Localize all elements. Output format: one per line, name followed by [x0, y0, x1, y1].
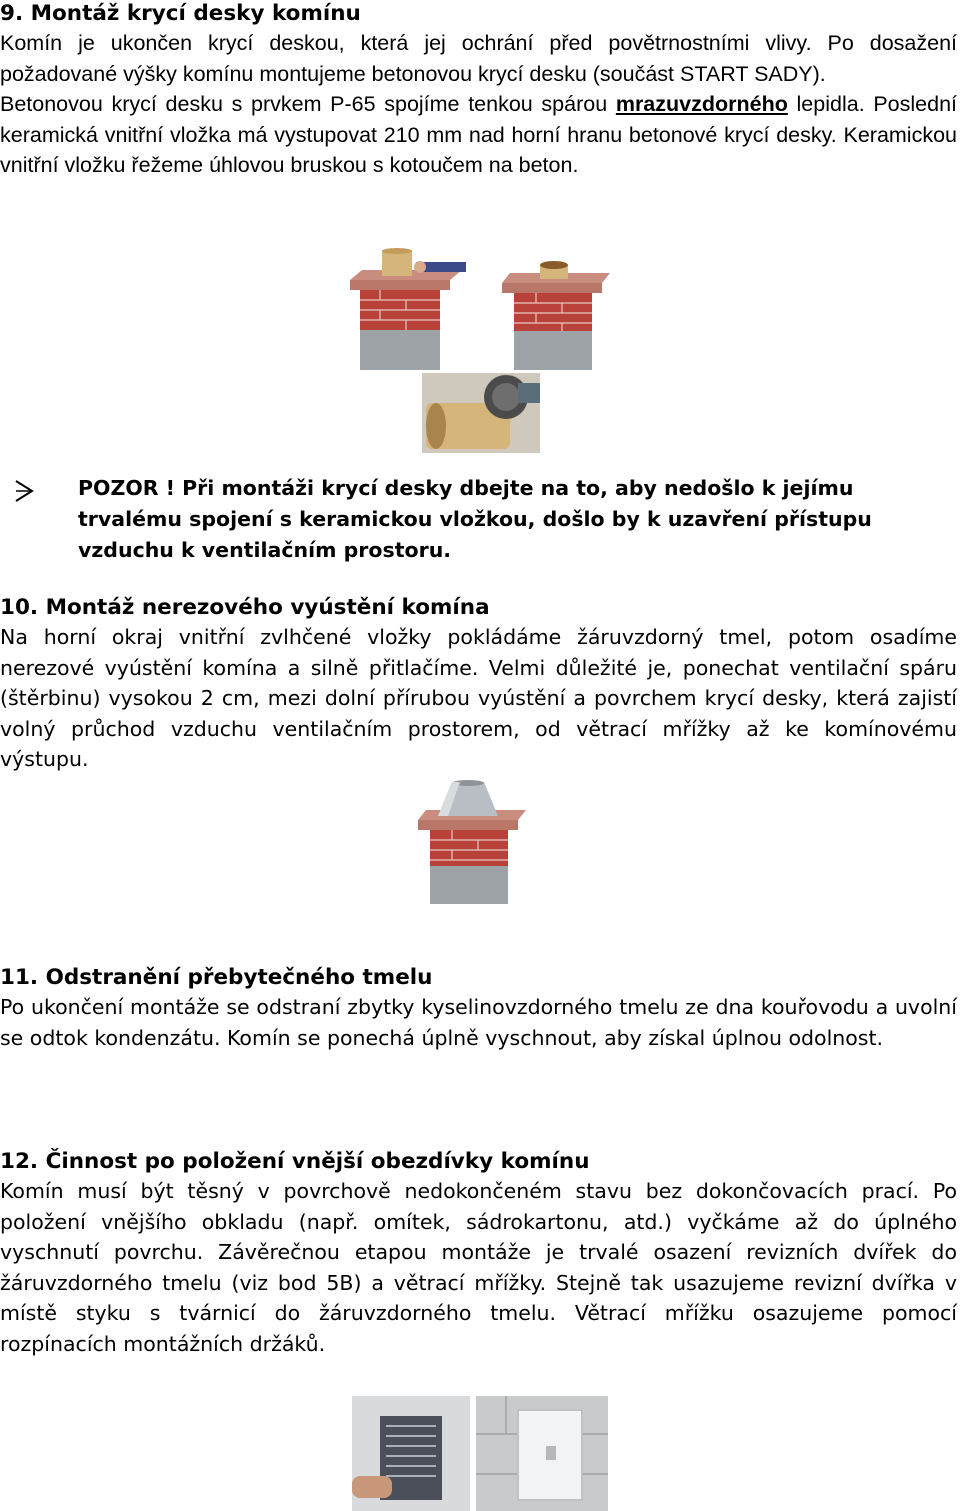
- inspection-door-illustration: [476, 1396, 608, 1511]
- section-10: [0, 594, 957, 775]
- vent-grille-install-illustration: [352, 1396, 470, 1511]
- frost-resistant-emphasis: mrazuvzdorného: [615, 92, 788, 116]
- photo-cap-with-liner: [496, 249, 614, 370]
- section-12-paragraph: Komín musí být těsný v povrchově nedokončeném stavu bez dokončovacích prací. Po položení vnějšího obkladu (např. omítek, sádrokartonu, atd.) vyčkáme až do úplného vyschnutí povrchu. Závěrečnou etapou montáže je trvalé osazení revizních dvířek do žáruvzdorného tmelu (viz bod 5B) a větrací mřížky. Stejně tak usazujeme revizní dvířka v místě styku s tvárnicí do žáruvzdorného tmelu. Větrací mřížku osazujeme pomocí rozpínacích montážních držáků.: [0, 1179, 957, 1356]
- chimney-outlet-illustration: [408, 780, 530, 904]
- section-11-paragraph: Po ukončení montáže se odstraní zbytky kyselinovzdorného tmelu ze dna kouřovodu a uvolní se odtok kondenzátu. Komín se ponechá úplně vyschnout, aby získal úplnou odolnost.: [0, 995, 957, 1050]
- section-9-paragraph-2: Betonovou krycí desku s prvkem P-65 spojíme tenkou spárou mrazuvzdorného lepidla. Poslední keramická vnitřní vložka má vystupovat 210 mm nad horní hranu betonové krycí desky. Keramickou vnitřní vložku řežeme úhlovou bruskou s kotoučem na beton.: [0, 92, 958, 177]
- section-11-heading: 11. Odstranění přebytečného tmelu: [0, 965, 433, 990]
- photo-angle-grinder-cutting: [422, 373, 540, 453]
- section-9-paragraph-1: Komín je ukončen krycí deskou, která jej ochrání před povětrnostními vlivy. Po dosažení požadované výšky komínu montujeme betonovou krycí desku (součást START SADY).: [0, 31, 957, 86]
- warning-text: POZOR ! Při montáži krycí desky dbejte na to, aby nedošlo k jejímu trvalému spojení s keramickou vložkou, došlo by k uzavření přístupu vzduchu k ventilačním prostoru.: [78, 476, 872, 562]
- arrowhead-bullet-icon: [14, 479, 36, 503]
- photo-installing-vent-grille: [352, 1396, 470, 1511]
- chimney-cap-illustration: [496, 249, 614, 370]
- chimney-with-liner-illustration: [346, 248, 468, 370]
- section-9: [0, 0, 957, 181]
- photo-cutting-liner-on-cap: [346, 248, 468, 370]
- photo-inspection-door: [476, 1396, 608, 1511]
- section-12: [0, 1148, 957, 1359]
- section-10-heading: 10. Montáž nerezového vyústění komína: [0, 595, 490, 620]
- section-9-heading: 9. Montáž krycí desky komínu: [0, 1, 361, 26]
- section-10-paragraph: Na horní okraj vnitřní zvlhčené vložky pokládáme žáruvzdorný tmel, potom osadíme nerezové vyústění komína a silně přitlačíme. Velmi důležité je, ponechat ventilační spáru (štěrbinu) vysokou 2 cm, mezi dolní přírubou vyústění a povrchem krycí desky, která zajistí volný průchod vzduchu ventilačním prostorem, od větrací mřížky až ke komínovému výstupu.: [0, 625, 957, 771]
- section-11: [0, 964, 957, 1053]
- warning-notice: [0, 473, 957, 569]
- angle-grinder-illustration: [422, 373, 540, 453]
- section-12-heading: 12. Činnost po položení vnější obezdívky komínu: [0, 1149, 590, 1174]
- photo-stainless-outlet: [408, 780, 530, 904]
